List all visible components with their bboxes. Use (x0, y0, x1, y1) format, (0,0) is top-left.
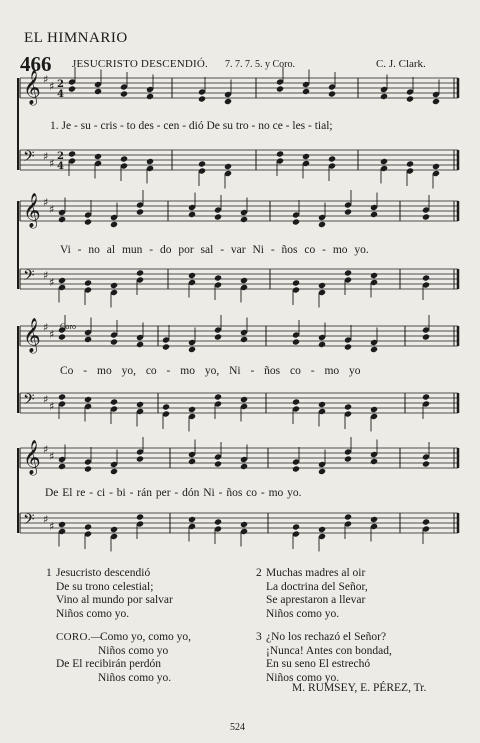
note-head (292, 218, 300, 225)
note-head (214, 333, 222, 340)
sharp-icon: ♯ (49, 400, 55, 413)
time-signature: 4 (57, 89, 64, 100)
note-head (422, 213, 430, 220)
sharp-icon: ♯ (49, 520, 55, 533)
note-head (110, 398, 118, 405)
verse-3-line: ¡Nunca! Antes con bondad, (266, 644, 392, 657)
bass-clef-icon: 𝄢 (23, 148, 35, 169)
sharp-icon: ♯ (43, 196, 49, 209)
treble-clef-icon: 𝄞 (23, 318, 41, 353)
time-signature: 2 (57, 79, 64, 90)
note-head (84, 523, 92, 530)
sharp-icon: ♯ (43, 73, 49, 86)
note-head (328, 155, 336, 162)
note-head (328, 90, 336, 97)
note-head (292, 279, 300, 286)
note-head (422, 274, 430, 281)
note-head (318, 221, 326, 228)
note-head (344, 208, 352, 215)
sharp-icon: ♯ (49, 450, 55, 463)
verse-3-line: ¿No los rechazó el Señor? (266, 631, 387, 643)
note-head (292, 398, 300, 405)
note-head (162, 343, 170, 350)
note-head (318, 341, 326, 348)
note-head (188, 272, 196, 279)
note-head (84, 336, 92, 343)
note-head (84, 279, 92, 286)
note-head (146, 93, 154, 100)
note-head (136, 455, 144, 462)
verse-3-number: 3 (256, 631, 262, 643)
verse-2-number: 2 (256, 567, 262, 579)
note-head (276, 150, 284, 157)
hymn-meter: 7. 7. 7. 5. y Coro. (225, 59, 295, 70)
bass-clef-icon: 𝄢 (23, 511, 35, 532)
note-head (344, 343, 352, 350)
note-head (380, 158, 388, 165)
note-head (318, 526, 326, 533)
note-head (370, 516, 378, 523)
time-signature: 2 (57, 151, 64, 162)
note-head (240, 521, 248, 528)
note-head (240, 396, 248, 403)
note-head (214, 393, 222, 400)
note-head (422, 333, 430, 340)
coro-label: Coro (60, 322, 76, 331)
book-title: EL HIMNARIO (24, 30, 128, 46)
sharp-icon: ♯ (43, 150, 49, 163)
lyrics-line-2: Vi - no al mun - do por sal - var Ni - ños co - mo yo. (60, 244, 369, 256)
note-head (58, 463, 66, 470)
note-head (162, 403, 170, 410)
note-head (370, 458, 378, 465)
sharp-icon: ♯ (43, 321, 49, 334)
note-head (422, 393, 430, 400)
hymn-number: 466 (20, 52, 52, 76)
note-head (84, 218, 92, 225)
author-credit: M. RUMSEY, E. PÉREZ, Tr. (292, 682, 427, 694)
note-head (370, 211, 378, 218)
note-head (58, 521, 66, 528)
note-head (302, 153, 310, 160)
note-head (276, 85, 284, 92)
sharp-icon: ♯ (49, 276, 55, 289)
sharp-icon: ♯ (49, 203, 55, 216)
note-head (432, 163, 440, 170)
sharp-icon: ♯ (43, 393, 49, 406)
lyrics-line-1: 1. Je - su - cris - to des - cen - dió De su tro - no ce - les - tial; (50, 120, 333, 132)
note-head (68, 150, 76, 157)
sharp-icon: ♯ (49, 328, 55, 341)
chorus-line: De El recibirán perdón (56, 658, 162, 670)
note-head (188, 346, 196, 353)
note-head (214, 274, 222, 281)
note-head (58, 216, 66, 223)
note-head (370, 406, 378, 413)
hymn-composer: C. J. Clark. (376, 58, 426, 70)
note-head (188, 406, 196, 413)
treble-clef-icon: 𝄞 (23, 440, 41, 475)
note-head (58, 333, 66, 340)
chorus (56, 631, 256, 691)
note-head (58, 393, 66, 400)
lyrics-line-4: De El re - ci - bi - rán per - dón Ni - ños co - mo yo. (45, 487, 302, 499)
note-head (68, 85, 76, 92)
note-head (94, 88, 102, 95)
note-head (136, 208, 144, 215)
verse-3-line: Niños como yo. (266, 671, 340, 684)
chorus-line: Niños como yo (98, 644, 169, 657)
note-head (198, 95, 206, 102)
note-head (58, 277, 66, 284)
sharp-icon: ♯ (43, 269, 49, 282)
verse-2-line: Muchas madres al oir (266, 567, 366, 579)
verse-3-line: En su seno El estrechó (266, 658, 371, 670)
note-head (224, 98, 232, 105)
note-head (344, 455, 352, 462)
verse-1-line: De su trono celestial; (56, 580, 154, 593)
note-head (406, 95, 414, 102)
note-head (110, 468, 118, 475)
hymn-title: JESUCRISTO DESCENDIÓ. (72, 58, 209, 70)
treble-clef-icon: 𝄞 (23, 193, 41, 228)
sharp-icon: ♯ (49, 80, 55, 93)
note-head (344, 513, 352, 520)
note-head (120, 90, 128, 97)
note-head (84, 396, 92, 403)
sharp-icon: ♯ (49, 157, 55, 170)
note-head (84, 465, 92, 472)
note-head (110, 221, 118, 228)
note-head (224, 163, 232, 170)
note-head (318, 401, 326, 408)
note-head (240, 336, 248, 343)
note-head (240, 277, 248, 284)
note-head (370, 346, 378, 353)
note-head (188, 211, 196, 218)
note-head (380, 93, 388, 100)
note-head (120, 155, 128, 162)
note-head (136, 513, 144, 520)
note-head (432, 98, 440, 105)
chorus-label: CORO.— (56, 631, 103, 643)
verse-1-line: Niños como yo. (56, 607, 130, 620)
note-head (110, 338, 118, 345)
note-head (110, 526, 118, 533)
chorus-line: Niños como yo. (98, 671, 172, 684)
note-head (422, 460, 430, 467)
note-head (240, 216, 248, 223)
note-head (318, 282, 326, 289)
note-head (146, 158, 154, 165)
verse-2-line: Se aprestaron a llevar (266, 594, 366, 606)
note-head (136, 341, 144, 348)
note-head (344, 269, 352, 276)
verse-2 (256, 567, 456, 627)
verse-1 (46, 567, 246, 627)
verse-1-line: Vino al mundo por salvar (56, 594, 173, 606)
note-head (318, 468, 326, 475)
treble-clef-icon: 𝄞 (23, 70, 41, 105)
note-head (188, 516, 196, 523)
sharp-icon: ♯ (43, 513, 49, 526)
note-head (94, 153, 102, 160)
note-head (198, 160, 206, 167)
note-head (214, 518, 222, 525)
verse-2-line: Niños como yo. (266, 607, 340, 620)
sharp-icon: ♯ (43, 443, 49, 456)
page-number: 524 (230, 722, 245, 733)
chorus-line: Como yo, como yo, (100, 631, 192, 643)
note-head (136, 401, 144, 408)
note-head (292, 465, 300, 472)
note-head (370, 272, 378, 279)
lyrics-line-3: Co - mo yo, co - mo yo, Ni - ños co - mo yo (60, 365, 361, 377)
note-head (422, 518, 430, 525)
verse-1-number: 1 (46, 567, 52, 579)
verse-2-line: La doctrina del Señor, (266, 580, 368, 593)
note-head (188, 458, 196, 465)
note-head (240, 463, 248, 470)
note-head (344, 403, 352, 410)
verse-1-line: Jesucristo descendió (56, 567, 151, 579)
note-head (302, 88, 310, 95)
bass-clef-icon: 𝄢 (23, 267, 35, 288)
note-head (214, 213, 222, 220)
note-head (292, 338, 300, 345)
bass-clef-icon: 𝄢 (23, 391, 35, 412)
note-head (136, 269, 144, 276)
time-signature: 4 (57, 161, 64, 172)
note-head (214, 460, 222, 467)
note-head (292, 523, 300, 530)
note-head (110, 282, 118, 289)
note-head (406, 160, 414, 167)
